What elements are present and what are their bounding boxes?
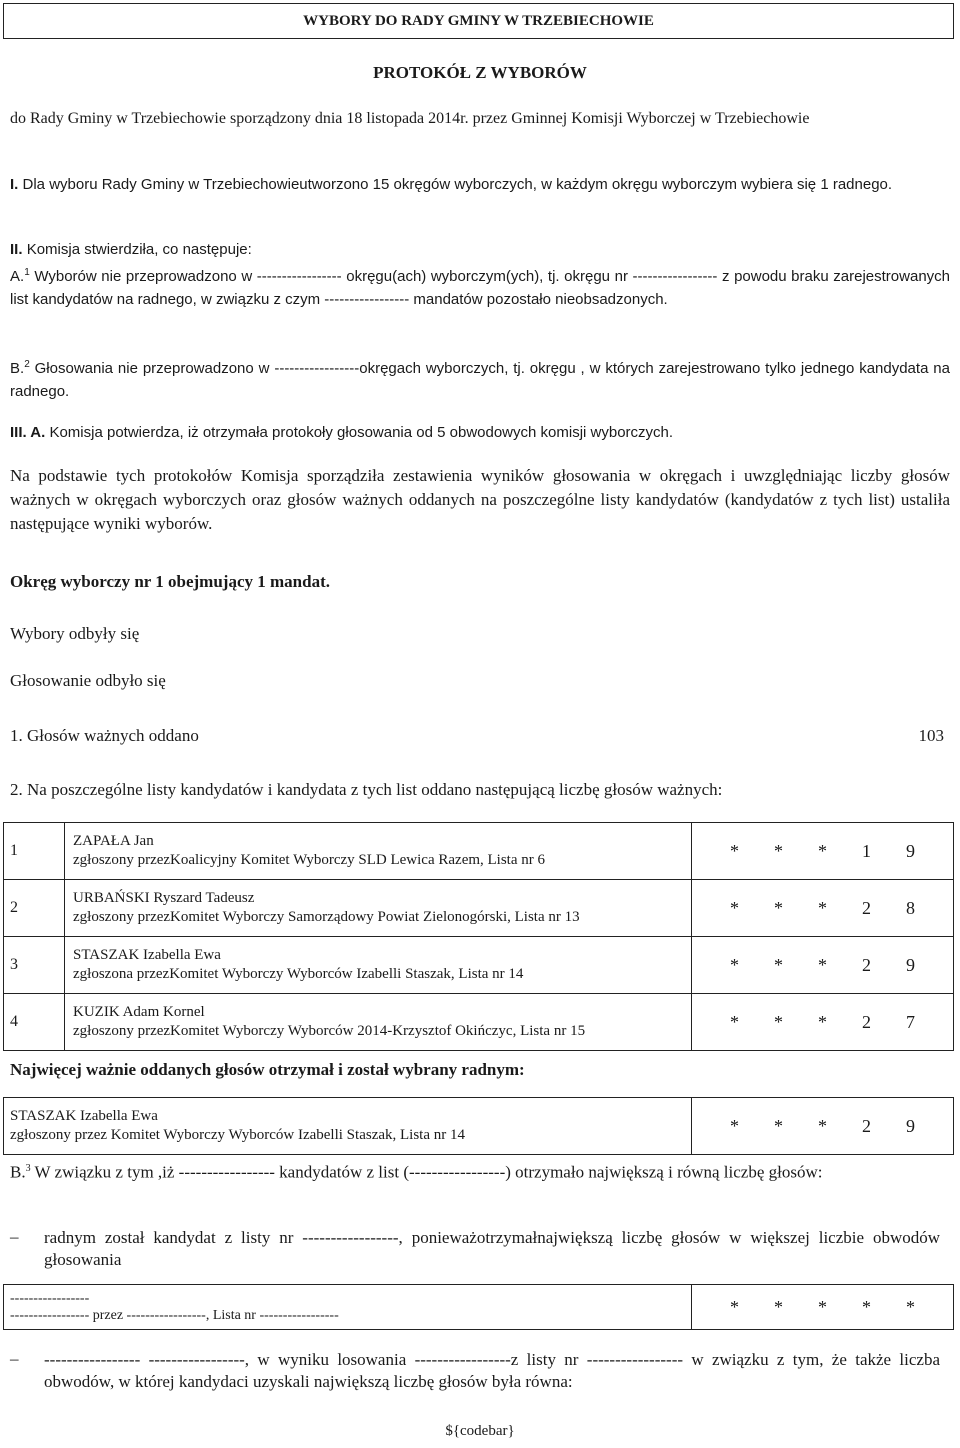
document-header [3,3,954,39]
vote-digit: * [730,1296,739,1317]
candidate-submitted-by: zgłoszony przezKomitet Wyborczy Samorządowy Powiat Zielonogórski, Lista nr 13 [73,909,580,925]
footnote-1: 1 [24,267,30,278]
winner-table [3,1097,954,1155]
candidate-submitted-by: zgłoszony przezKomitet Wyborczy Wyborców 2014-Krzysztof Okińczyc, Lista nr 15 [73,1023,586,1039]
vote-digit: * [730,897,739,918]
vote-digit: * [774,954,783,975]
bullet-1-text: radnym został kandydat z listy nr -----------------, ponieważotrzymałnajwiększą liczbę głosów w większej liczbie obwodów głosowania [44,1228,940,1269]
vote-digit: * [862,1296,871,1317]
vote-digit: * [730,1011,739,1032]
table-row [4,823,954,880]
section-2 [10,238,950,261]
footer-codebar: ${codebar} [445,1423,515,1439]
intro-paragraph: do Rady Gminy w Trzebiechowie sporządzony dnia 18 listopada 2014r. przez Gminnej Komisji Wyborczej w Trzebiechowie [10,110,810,127]
candidate-cell [65,823,692,880]
vote-digit: * [730,1115,739,1136]
candidate-votes [692,937,954,994]
vote-digit: * [730,840,739,861]
point-b [10,353,950,403]
list-votes-label: 2. Na poszczególne listy kandydatów i kandydata z tych list oddano następującą liczbę głosów ważnych: [10,780,723,799]
vote-digit: * [774,1296,783,1317]
district-heading: Okręg wyborczy nr 1 obejmujący 1 mandat. [10,572,330,591]
footnote-3: 3 [25,1163,31,1174]
candidate-name: KUZIK Adam Kornel [73,1004,205,1020]
vote-digit: 1 [862,840,871,861]
section-2-text: Komisja stwierdziła, co następuje: [26,241,252,258]
winner-votes [692,1098,954,1155]
dash-bullet: – [10,1227,19,1246]
point-b-label: B. [10,360,25,377]
candidate-name: STASZAK Izabella Ewa [73,947,221,963]
vote-digit: 2 [862,1011,871,1032]
vote-digit: * [818,1296,827,1317]
vote-digit: 7 [906,1011,915,1032]
table-row [4,880,954,937]
candidate-name: URBAŃSKI Ryszard Tadeusz [73,890,255,906]
table-row [4,1285,954,1330]
winner-submitted-by: zgłoszony przez Komitet Wyborczy Wyborców Izabelli Staszak, Lista nr 14 [10,1127,465,1143]
vote-digit: 9 [906,1115,915,1136]
candidate-cell [65,994,692,1051]
dash-bullet: – [10,1349,19,1368]
candidate-number: 1 [4,823,65,880]
vote-digit: * [774,840,783,861]
section-1 [10,173,950,196]
candidate-votes [692,994,954,1051]
point-b3 [10,1157,950,1184]
section-2-label: II. [10,241,23,258]
vote-digit: 9 [906,840,915,861]
vote-digit: * [818,840,827,861]
table-row [4,937,954,994]
vote-digit: 2 [862,954,871,975]
candidate-number: 3 [4,937,65,994]
point-b-text: Głosowania nie przeprowadzono w -----------------okręgach wyborczych, tj. okręgu , w których zarejestrowano tylko jednego kandydata na radnego. [10,360,950,400]
vote-digit: * [818,954,827,975]
header-title: WYBORY DO RADY GMINY W TRZEBIECHOWIE [303,13,654,29]
vote-digit: * [730,954,739,975]
vote-digit: 9 [906,954,915,975]
point-a [10,261,950,311]
tie-line-1: ----------------- [10,1291,90,1306]
candidate-name: ZAPAŁA Jan [73,833,154,849]
vote-digit: * [774,897,783,918]
candidate-votes [692,880,954,937]
vote-digit: * [906,1296,915,1317]
table-row [4,994,954,1051]
footnote-2: 2 [24,359,30,370]
vote-digit: * [818,897,827,918]
point-a-text: Wyborów nie przeprowadzono w ----------------- okręgu(ach) wyborczym(ych), tj. okręgu nr ----------------- z powodu braku zarejestrowanych list kandydatów na radnego, w związku z czym ----------------- mandatów pozostało nieobsadzonych. [10,268,950,308]
section-3 [10,421,950,444]
candidates-table [3,822,954,1051]
section-1-label: I. [10,176,19,193]
summary-paragraph: Na podstawie tych protokołów Komisja sporządziła zestawienia wyników głosowania w okręgach i uwzględniając liczby głosów ważnych w okręgach wyborczych oraz głosów ważnych oddanych na poszczególne listy kandydatów (kandydatów z tych list) ustaliła następujące wyniki wyborów. [10,466,950,533]
candidate-votes [692,823,954,880]
vote-digit: * [818,1011,827,1032]
document-title: PROTOKÓŁ Z WYBORÓW [373,63,587,82]
election-held: Wybory odbyły się [10,624,140,643]
winner-name: STASZAK Izabella Ewa [10,1108,158,1124]
candidate-number: 4 [4,994,65,1051]
point-b3-label: B. [10,1162,26,1182]
voting-held: Głosowanie odbyło się [10,671,166,690]
vote-digit: 2 [862,897,871,918]
point-b3-text: W związku z tym ,iż ----------------- kandydatów z list (-----------------) otrzymało największą i równą liczbę głosów: [34,1162,823,1182]
vote-digit: * [774,1011,783,1032]
section-1-text: Dla wyboru Rady Gminy w Trzebiechowieutworzono 15 okręgów wyborczych, w każdym okręgu wyborczym wybiera się 1 radnego. [22,176,893,193]
point-a-label: A. [10,268,25,285]
candidate-cell [65,937,692,994]
candidate-submitted-by: zgłoszony przezKoalicyjny Komitet Wyborczy SLD Lewica Razem, Lista nr 6 [73,852,546,868]
table-row [4,1098,954,1155]
winner-cell [4,1098,692,1155]
vote-digit: * [818,1115,827,1136]
vote-digit: * [774,1115,783,1136]
bullet-2-text: ----------------- -----------------, w wyniku losowania -----------------z listy nr ----------------- w związku z tym, że także liczba obwodów, w której kandydaci uzyskali największą liczbę głosów była równa: [44,1350,940,1391]
winner-heading: Najwięcej ważnie oddanych głosów otrzymał i został wybrany radnym: [10,1060,525,1079]
candidate-submitted-by: zgłoszona przezKomitet Wyborczy Wyborców Izabelli Staszak, Lista nr 14 [73,966,524,982]
valid-votes-value: 103 [918,726,944,745]
tie-line-2: ----------------- przez -----------------, Lista nr ----------------- [10,1308,339,1323]
section-3-text: Komisja potwierdza, iż otrzymała protokoły głosowania od 5 obwodowych komisji wyborczych. [49,424,674,441]
vote-digit: 8 [906,897,915,918]
vote-digit: 2 [862,1115,871,1136]
valid-votes-label: 1. Głosów ważnych oddano [10,726,199,745]
tie-cell [4,1285,692,1330]
tie-votes [692,1285,954,1330]
tie-table [3,1284,954,1330]
section-3-label: III. A. [10,424,46,441]
candidate-number: 2 [4,880,65,937]
candidate-cell [65,880,692,937]
